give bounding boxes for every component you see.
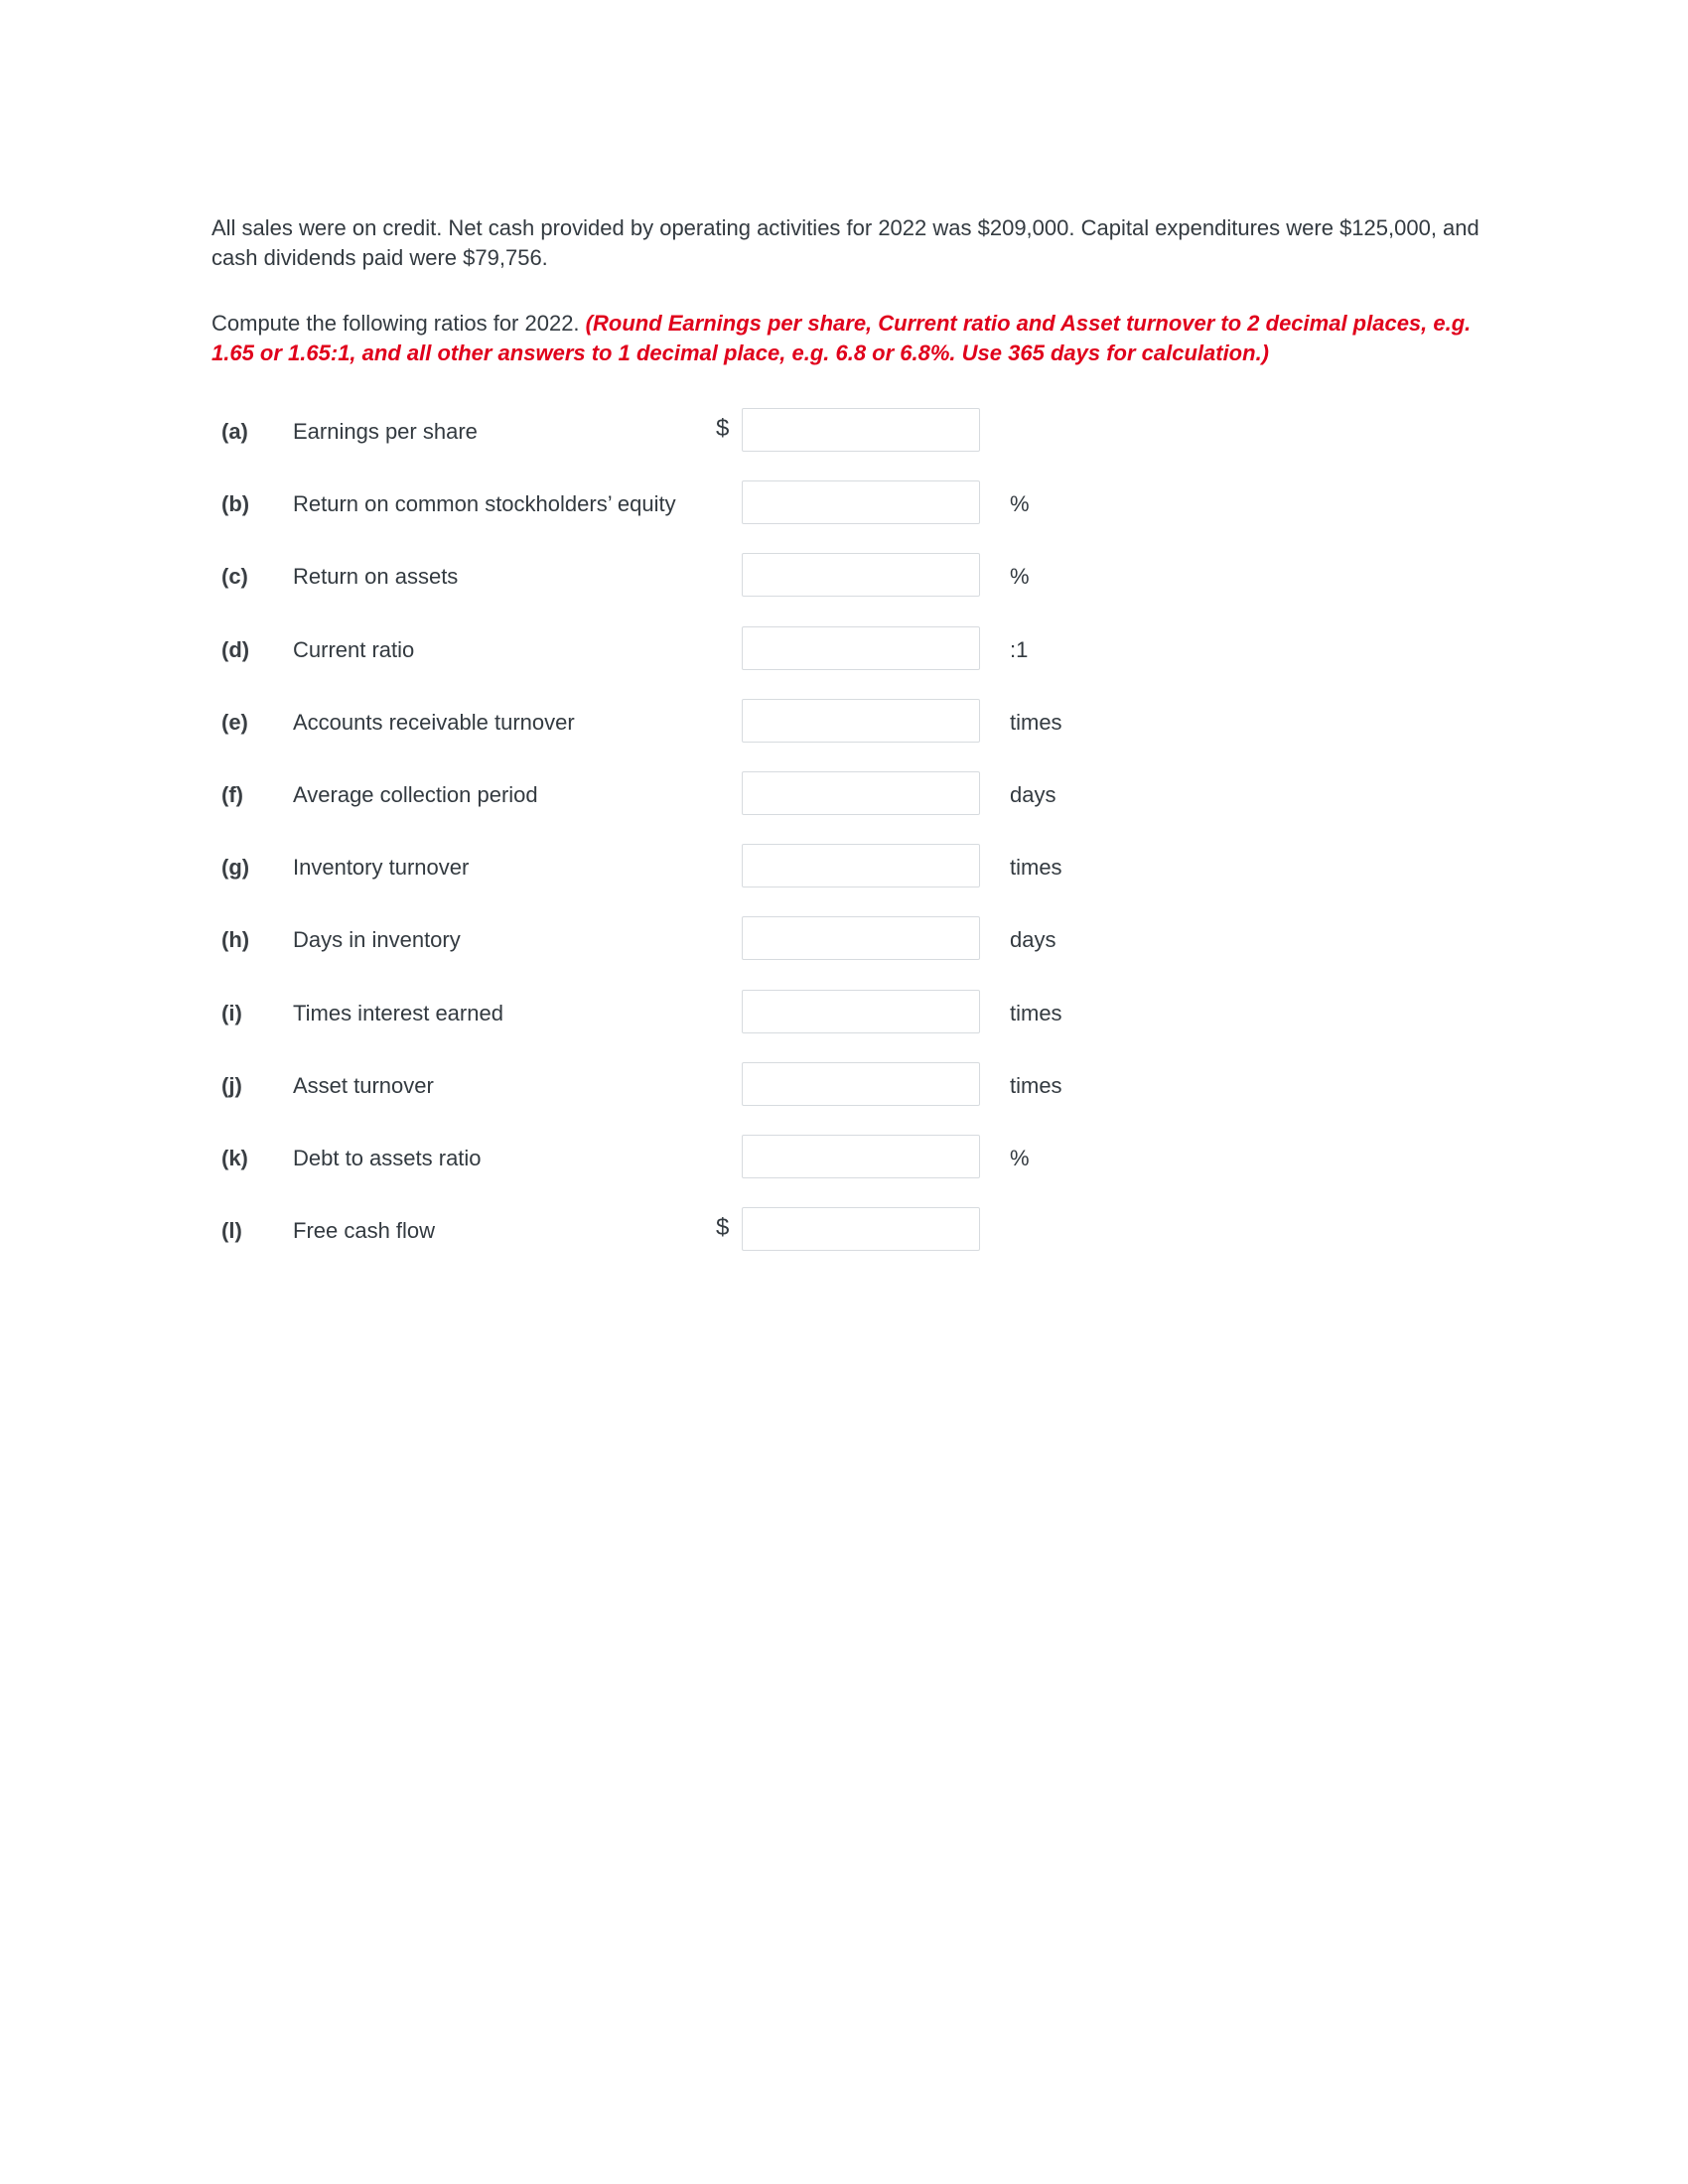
ratio-label: Return on common stockholders’ equity (293, 491, 676, 517)
row-letter: (g) (221, 855, 250, 881)
unit-label: times (1010, 855, 1062, 881)
ratio-label: Debt to assets ratio (293, 1145, 482, 1170)
unit-label: % (1010, 564, 1030, 590)
dollar-prefix: $ (716, 415, 730, 442)
row-letter: (d) (221, 636, 250, 662)
ratio-row-l (211, 1207, 1502, 1280)
ratio-label: Return on assets (293, 564, 459, 590)
answer-input[interactable] (742, 699, 980, 743)
unit-label: times (1010, 1000, 1062, 1025)
unit-label: times (1010, 709, 1062, 735)
unit-label: % (1010, 491, 1030, 517)
problem-instructions (211, 309, 1502, 368)
ratio-label: Average collection period (293, 781, 538, 807)
unit-label: :1 (1010, 636, 1029, 662)
unit-label: days (1010, 781, 1056, 807)
rounding-note: (Round Earnings per share, Current ratio and Asset turnover to 2 decimal places, e.g. 1.65 or 1.65:1, and all other answers to 1 decimal place, e.g. 6.8 or 6.8%. Use 365 days for calculation.) (211, 311, 1472, 365)
answer-input[interactable] (742, 916, 980, 960)
ratio-row-j (211, 1062, 1502, 1135)
ratio-label: Asset turnover (293, 1072, 434, 1098)
ratio-label: Earnings per share (293, 419, 478, 444)
ratio-label: Accounts receivable turnover (293, 709, 575, 735)
ratio-label: Times interest earned (293, 1000, 503, 1025)
ratio-label: Free cash flow (293, 1218, 436, 1244)
ratio-row-k (211, 1135, 1502, 1207)
row-letter: (j) (221, 1072, 242, 1098)
ratio-row-d (211, 626, 1502, 699)
problem-intro: All sales were on credit. Net cash provided by operating activities for 2022 was $209,000. Capital expenditures were $125,000, and cash dividends paid were $79,756. (211, 215, 1479, 270)
answer-input[interactable] (742, 771, 980, 815)
ratio-row-c (211, 553, 1502, 625)
answer-input[interactable] (742, 553, 980, 597)
row-letter: (h) (221, 927, 250, 953)
answer-input[interactable] (742, 1062, 980, 1106)
instructions-lead: Compute the following ratios for 2022. (211, 311, 580, 336)
row-letter: (f) (221, 781, 243, 807)
ratio-row-e (211, 699, 1502, 771)
row-letter: (k) (221, 1145, 248, 1170)
row-letter: (c) (221, 564, 248, 590)
ratio-row-a (211, 408, 1502, 480)
row-letter: (l) (221, 1218, 242, 1244)
answer-input[interactable] (742, 408, 980, 452)
unit-label: times (1010, 1072, 1062, 1098)
ratio-label: Days in inventory (293, 927, 461, 953)
ratio-row-f (211, 771, 1502, 844)
unit-label: days (1010, 927, 1056, 953)
dollar-prefix: $ (716, 1214, 730, 1242)
row-letter: (b) (221, 491, 250, 517)
answer-input[interactable] (742, 990, 980, 1033)
answer-input[interactable] (742, 480, 980, 524)
answer-input[interactable] (742, 626, 980, 670)
row-letter: (i) (221, 1000, 242, 1025)
ratio-label: Current ratio (293, 636, 415, 662)
ratio-answer-list (211, 408, 1502, 1280)
row-letter: (e) (221, 709, 248, 735)
problem-text (211, 213, 1502, 368)
unit-label: % (1010, 1145, 1030, 1170)
ratio-row-b (211, 480, 1502, 553)
answer-input[interactable] (742, 1135, 980, 1178)
ratio-row-i (211, 990, 1502, 1062)
answer-input[interactable] (742, 1207, 980, 1251)
answer-input[interactable] (742, 844, 980, 887)
row-letter: (a) (221, 419, 248, 444)
ratio-label: Inventory turnover (293, 855, 470, 881)
ratio-row-g (211, 844, 1502, 916)
ratio-row-h (211, 916, 1502, 989)
